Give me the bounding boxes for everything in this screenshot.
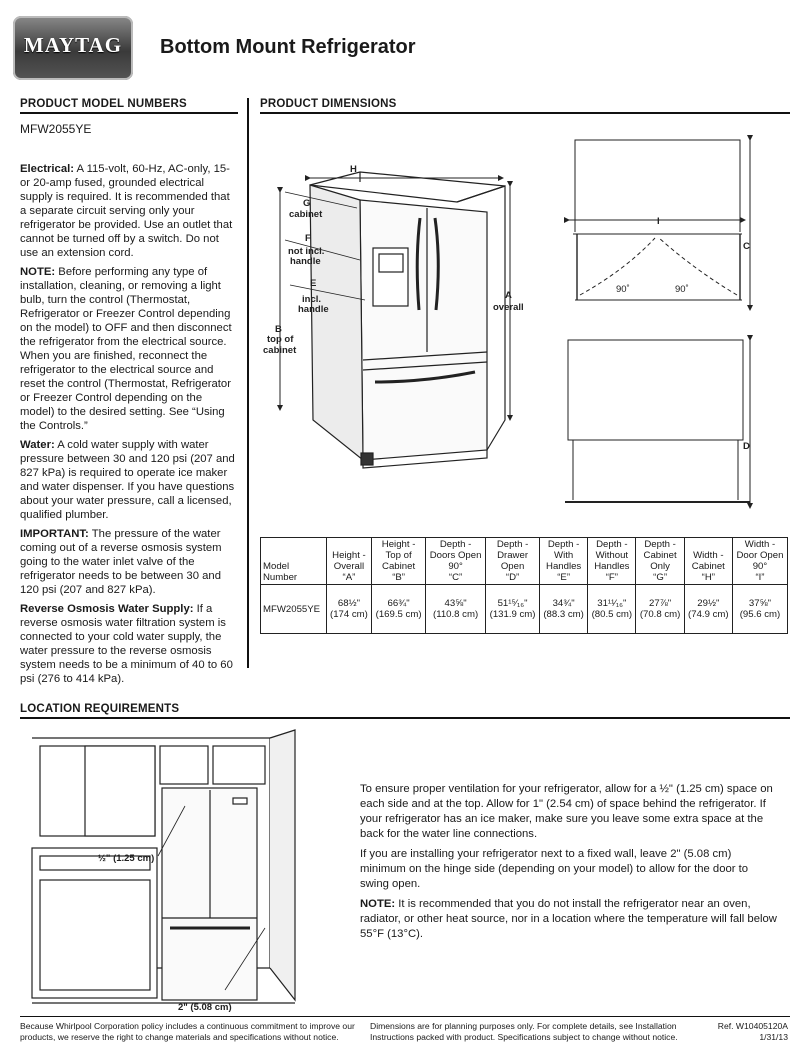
cell-line: (174 cm) — [330, 609, 368, 620]
location-diagram — [30, 728, 330, 1018]
header-line: Width - — [693, 550, 724, 561]
footer-policy: Because Whirlpool Corporation policy includes a continuous commitment to improve our products, we reserve the right to change materials and specifications without notice. — [20, 1021, 355, 1042]
header-line: “G” — [653, 572, 668, 583]
header-line: “A” — [342, 572, 356, 583]
label-c: C — [743, 241, 750, 252]
label-b: B — [275, 324, 282, 335]
label-a-sub: overall — [493, 302, 524, 313]
cell-line: 31¹¹⁄₁₆" — [597, 598, 627, 609]
label-i: I — [657, 216, 660, 227]
table-cell — [732, 585, 787, 634]
label-90-left: 90˚ — [616, 284, 630, 295]
label-g-sub: cabinet — [289, 209, 323, 220]
header-line: “I” — [755, 572, 765, 583]
table-header-cell — [732, 538, 787, 585]
table-header-cell — [636, 538, 684, 585]
label-two-inch: 2" (5.08 cm) — [178, 1002, 232, 1013]
label-f: F — [305, 233, 311, 244]
cell-line: (110.8 cm) — [433, 609, 479, 620]
header-line: Number — [263, 572, 298, 583]
cell-line: (88.3 cm) — [543, 609, 584, 620]
cell-line: 27⅞" — [649, 598, 672, 609]
model-number: MFW2055YE — [20, 122, 92, 136]
cell-line: MFW2055YE — [263, 603, 321, 615]
header-line: Overall — [333, 561, 365, 572]
table-header-cell — [326, 538, 371, 585]
header-line: Doors Open — [429, 550, 482, 561]
table-cell — [372, 585, 426, 634]
label-h: H — [350, 164, 357, 175]
maytag-logo — [13, 16, 133, 80]
table-cell — [486, 585, 540, 634]
table-cell — [540, 585, 588, 634]
header-line: Height - — [381, 539, 416, 550]
table-header-cell — [540, 538, 588, 585]
label-f-sub2: handle — [290, 256, 321, 267]
table-header-cell — [261, 538, 327, 585]
table-cell — [588, 585, 636, 634]
label-e: E — [310, 278, 317, 289]
header-line: Handles — [546, 561, 582, 572]
header-line: Handles — [594, 561, 630, 572]
header-line: Depth - — [547, 539, 580, 550]
header-line: Cabinet — [691, 561, 725, 572]
header-line: Cabinet — [643, 550, 677, 561]
model-numbers-heading: PRODUCT MODEL NUMBERS — [20, 98, 187, 110]
table-cell — [326, 585, 371, 634]
header-line: Depth - — [496, 539, 529, 550]
header-line: “F” — [605, 572, 618, 583]
header-line: Open — [500, 561, 525, 572]
header-line: Door Open — [736, 550, 784, 561]
label-f-sub1: not incl. — [288, 246, 325, 257]
header-line: “E” — [557, 572, 571, 583]
table-header-cell — [486, 538, 540, 585]
cell-line: 43⅝" — [444, 598, 467, 609]
header-line: 90° — [448, 561, 463, 572]
table-cell — [684, 585, 732, 634]
cell-line: (80.5 cm) — [591, 609, 633, 620]
footer-rule — [20, 1016, 790, 1017]
table-header-cell — [426, 538, 486, 585]
product-dimensions-heading: PRODUCT DIMENSIONS — [260, 98, 397, 110]
dimensions-table — [260, 537, 788, 634]
label-a: A — [505, 290, 512, 301]
header-line: Drawer — [497, 550, 529, 561]
table-header-cell — [684, 538, 732, 585]
cell-line: 29½" — [697, 598, 720, 609]
label-e-sub1: incl. — [302, 294, 322, 305]
location-text: To ensure proper ventilation for your refrigerator, allow for a ½" (1.25 cm) space on each side and at the top. Allow for 1" (2.54 cm) of space behind the refrigerator. If your refrigerator has an ice maker, make sure you leave some extra space at the back for the water line connections. If you are installing your refrigerator next to a fixed wall, leave 2" (5.08 cm) minimum on the hinge side (depending on your model) to allow for the door to swing open. NOTE: It is recommended that you do not install the refrigerator near an oven, radiator, or other heat source, nor in a location where the temperature will fall below 55°F (13°C). — [360, 783, 777, 940]
footer-disclaimer: Dimensions are for planning purposes only. For complete details, see Installation Instructions packed with product. Specifications subject to change without notice. — [370, 1021, 678, 1042]
header-line: 90° — [752, 561, 768, 572]
header-line: Model — [263, 561, 290, 572]
electrical-section: Electrical: A 115-volt, 60-Hz, AC-only, 15- or 20-amp fused, grounded electrical supply is required. It is recommended that a separate circuit serving only your refrigerator be provided. Use an outlet that cannot be turned off by a switch. Do not use an extension cord. NOTE: Before performing any type of installation, cleaning, or removing a light bulb, turn the control (Thermostat, Refrigerator or Freezer Control depending on the model) to OFF and then disconnect the refrigerator from the electrical source. When you are finished, reconnect the refrigerator to the electrical source and reset the control (Thermostat, Refrigerator or Freezer Control depending on the model) to the desired setting. See “Using the Controls.” Water: A cold water supply with water pressure between 30 and 120 psi (207 and 827 kPa) is required to operate ice maker and water dispenser. If you have questions about your water pressure, call a licensed, qualified plumber. IMPORTANT: The pressure of the water coming out of a reverse osmosis system going to the water inlet valve of the refrigerator needs to be between 30 and 120 psi (207 and 827 kPa). Reverse Osmosis Water Supply: If a reverse osmosis water filtration system is connected to your cold water supply, the water pressure to the reverse osmosis system needs to be a minimum of 40 to 60 psi (276 to 414 kPa). — [20, 163, 235, 685]
cell-line: (169.5 cm) — [375, 609, 422, 620]
cell-line: 68½" — [337, 598, 360, 609]
header-line: Without — [595, 550, 629, 561]
cell-line: (131.9 cm) — [489, 609, 536, 620]
header-line: Top of — [385, 550, 412, 561]
header-line: “H” — [701, 572, 715, 583]
label-half-inch: ½" (1.25 cm) — [98, 853, 155, 864]
label-b-sub2: cabinet — [263, 345, 297, 356]
table-row — [261, 585, 788, 634]
table-header-cell — [372, 538, 426, 585]
label-b-sub1: top of — [267, 334, 294, 345]
table-cell — [426, 585, 486, 634]
table-cell — [636, 585, 684, 634]
location-heading: LOCATION REQUIREMENTS — [20, 703, 180, 715]
label-g: G — [303, 198, 311, 209]
header-line: Depth - — [596, 539, 628, 550]
table-header-row — [261, 538, 788, 585]
label-90-right: 90˚ — [675, 284, 689, 295]
table-cell — [261, 585, 327, 634]
divider — [20, 717, 790, 719]
cell-line: (95.6 cm) — [739, 609, 781, 620]
cell-line: (74.9 cm) — [688, 609, 729, 620]
header-line: Only — [650, 561, 670, 572]
header-line: “B” — [392, 572, 405, 583]
label-e-sub2: handle — [298, 304, 329, 315]
cell-line: (70.8 cm) — [639, 609, 681, 620]
header-line: Width - — [744, 539, 776, 550]
header-line: “C” — [448, 572, 463, 583]
header-line: Height - — [332, 550, 366, 561]
cell-line: 34¾" — [552, 598, 575, 609]
header-line: Depth - — [439, 539, 472, 550]
cell-line: 51¹⁵⁄₁₆" — [497, 598, 528, 609]
divider — [20, 112, 238, 114]
reference-number: Ref. W10405120A — [717, 1021, 788, 1031]
cell-line: 37⅝" — [748, 598, 771, 609]
header-line: “D” — [505, 572, 520, 583]
dimension-diagram — [255, 120, 800, 530]
footer-ref — [690, 1021, 788, 1043]
label-d: D — [743, 441, 750, 452]
cell-line: 66¾" — [387, 598, 410, 609]
header-line: Cabinet — [382, 561, 416, 572]
header-line: Depth - — [644, 539, 676, 550]
brand-name: MAYTAG — [23, 33, 123, 57]
column-divider — [247, 98, 249, 668]
revision-date: 1/31/13 — [759, 1032, 788, 1042]
header-line: With — [554, 550, 574, 561]
page-title: Bottom Mount Refrigerator — [160, 36, 416, 58]
divider — [260, 112, 790, 114]
table-header-cell — [588, 538, 636, 585]
